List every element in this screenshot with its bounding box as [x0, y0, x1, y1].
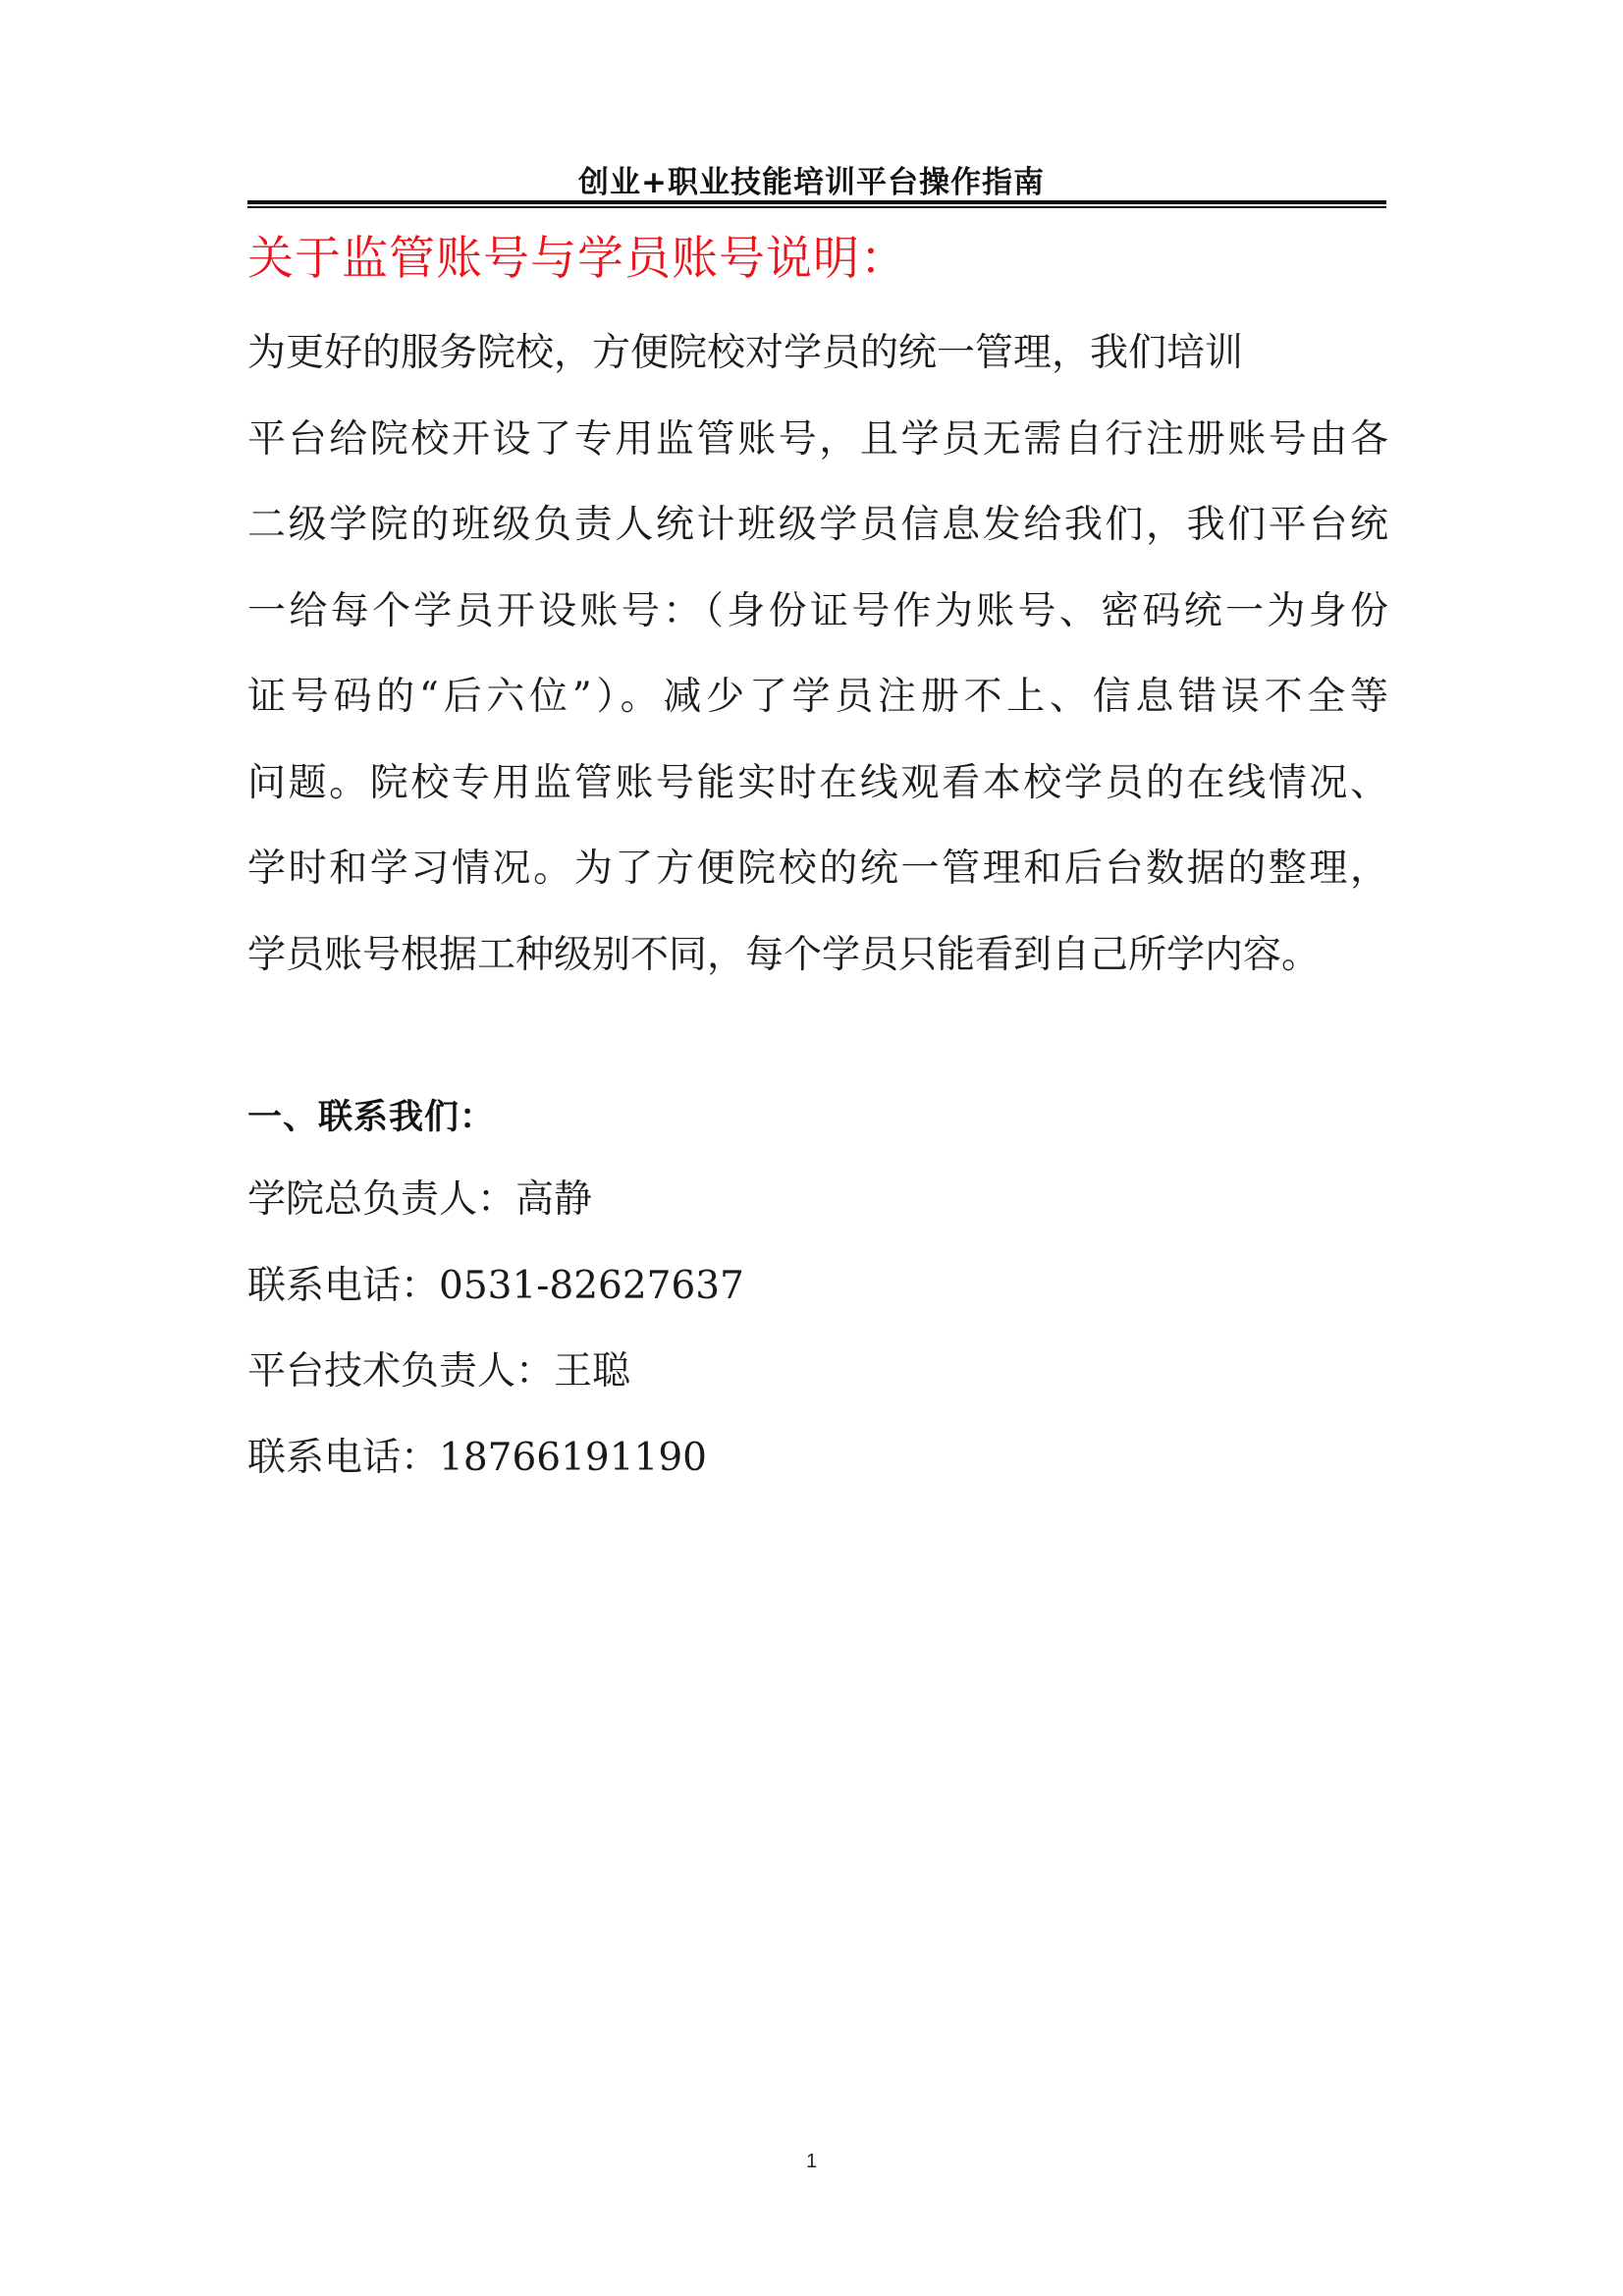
section-heading: 关于监管账号与学员账号说明： [247, 232, 907, 286]
paragraph-line: 平台给院校开设了专用监管账号，且学员无需自行注册账号由各 [247, 416, 1388, 462]
paragraph-line: 问题。院校专用监管账号能实时在线观看本校学员的在线情况、 [247, 760, 1388, 805]
paragraph-line: 二级学院的班级负责人统计班级学员信息发给我们，我们平台统 [247, 503, 1388, 547]
paragraph-line: 学员账号根据工种级别不同，每个学员只能看到自己所学内容。 [247, 932, 1321, 977]
contact-list [247, 1157, 744, 1501]
contact-heading: 一、联系我们： [247, 1098, 496, 1137]
account-description-paragraph [247, 310, 1388, 998]
paragraph-line: 证号码的“后六位”）。减少了学员注册不上、信息错误不全等 [247, 675, 1388, 719]
paragraph-line: 学时和学习情况。为了方便院校的统一管理和后台数据的整理， [247, 847, 1388, 891]
contact-item-tech-manager: 平台技术负责人：王聪 [247, 1349, 631, 1394]
contact-item-phone-2: 联系电话：18766191190 [247, 1435, 707, 1480]
page-header-title: 创业+职业技能培训平台操作指南 [578, 165, 1045, 200]
header-divider-thin [247, 206, 1386, 208]
paragraph-line: 为更好的服务院校，方便院校对学员的统一管理，我们培训 [247, 331, 1244, 375]
header-divider-thick [247, 200, 1386, 204]
contact-item-phone-1: 联系电话：0531-82627637 [247, 1263, 744, 1308]
page-number: 1 [805, 2151, 818, 2172]
contact-item-general-manager: 学院总负责人：高静 [247, 1177, 593, 1222]
header-divider [247, 200, 1386, 208]
paragraph-line: 一给每个学员开设账号：（身份证号作为账号、密码统一为身份 [247, 588, 1388, 633]
